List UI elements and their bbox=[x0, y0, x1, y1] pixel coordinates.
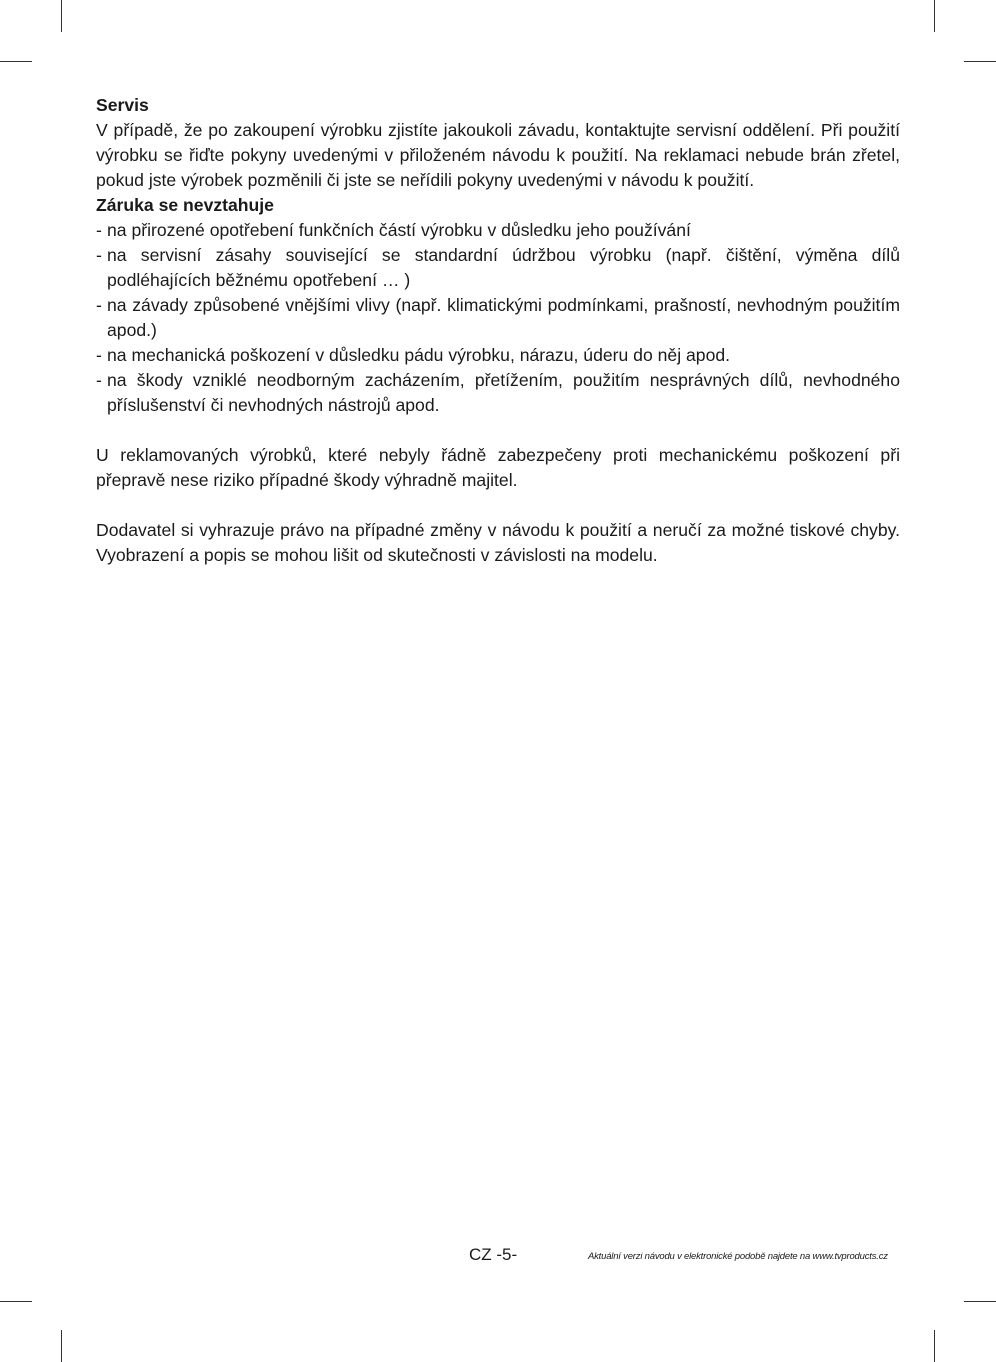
supplier-disclaimer-paragraph: Dodavatel si vyhrazuje právo na případné změny v návodu k použití a neručí za možné tiskové chyby. Vyobrazení a popis se mohou lišit od skutečnosti v závislosti na modelu. bbox=[96, 520, 900, 565]
crop-mark-top-right-vertical bbox=[934, 0, 935, 32]
crop-mark-top-left-horizontal bbox=[0, 61, 32, 62]
crop-mark-bottom-left-horizontal bbox=[0, 1301, 32, 1302]
dash-marker: - bbox=[96, 295, 102, 315]
service-paragraph: V případě, že po zakoupení výrobku zjistíte jakoukoli závadu, kontaktujte servisní oddělení. Při použití výrobku se řiďte pokyny uvedenými v přiloženém návodu k použití. Na reklamaci nebude brán zřetel, pokud jste výrobek pozměnili či jste se neřídili pokyny uvedenými v návodu k použití. bbox=[96, 120, 900, 190]
dash-marker: - bbox=[96, 245, 102, 265]
crop-mark-bottom-left-vertical bbox=[61, 1330, 62, 1362]
document-content bbox=[96, 93, 900, 568]
list-item: - na škody vzniklé neodborným zacházením, přetížením, použitím nesprávných dílů, nevhodného příslušenství či nevhodných nástrojů apod. bbox=[96, 370, 900, 415]
crop-mark-bottom-right-horizontal bbox=[964, 1301, 996, 1302]
dash-marker: - bbox=[96, 370, 102, 390]
footer-online-manual-note: Aktuální verzi návodu v elektronické podobě najdete na www.tvproducts.cz bbox=[588, 1251, 888, 1262]
dash-marker: - bbox=[96, 345, 102, 365]
list-item: - na závady způsobené vnějšími vlivy (např. klimatickými podmínkami, prašností, nevhodným použitím apod.) bbox=[96, 295, 900, 340]
list-item: - na přirozené opotřebení funkčních částí výrobku v důsledku jeho používání bbox=[96, 218, 900, 243]
list-item: - na mechanická poškození v důsledku pádu výrobku, nárazu, úderu do něj apod. bbox=[96, 343, 900, 368]
crop-mark-top-left-vertical bbox=[61, 0, 62, 32]
dash-marker: - bbox=[96, 220, 102, 240]
warranty-exclusions-list bbox=[96, 218, 900, 418]
crop-mark-bottom-right-vertical bbox=[934, 1330, 935, 1362]
page-number: CZ -5- bbox=[469, 1245, 518, 1264]
list-item: - na servisní zásahy související se standardní údržbou výrobku (např. čištění, výměna dílů podléhajících běžnému opotřebení … ) bbox=[96, 245, 900, 290]
crop-mark-top-right-horizontal bbox=[964, 61, 996, 62]
service-heading: Servis bbox=[96, 95, 149, 115]
warranty-exclusions-heading: Záruka se nevztahuje bbox=[96, 195, 274, 215]
transport-damage-paragraph: U reklamovaných výrobků, které nebyly řádně zabezpečeny proti mechanickému poškození při přepravě nese riziko případné škody výhradně majitel. bbox=[96, 445, 900, 490]
